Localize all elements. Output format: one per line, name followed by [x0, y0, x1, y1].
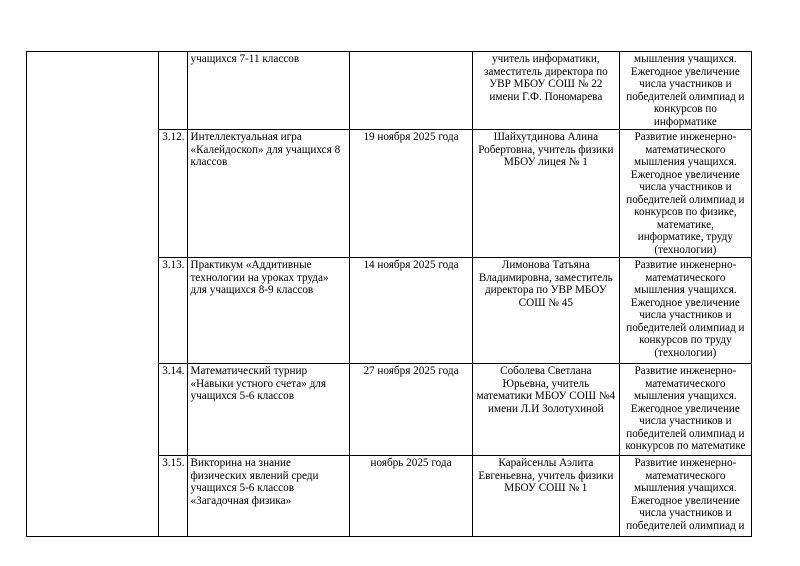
event-responsible: Соболева Светлана Юрьевна, учитель математики МБОУ СОШ №4 имени Л.И Золотухиной: [472, 364, 619, 456]
events-table: [26, 51, 752, 537]
event-result: Развитие инженерно-математического мышления учащихся. Ежегодное увеличение числа участников и победителей олимпиад и конкурсов по труду (технологии): [619, 258, 751, 364]
row-number: [159, 52, 187, 130]
row-number: 3.14.: [159, 364, 187, 456]
event-name: учащихся 7-11 классов: [187, 52, 350, 130]
event-name: Практикум «Аддитивные технологии на уроках труда» для учащихся 8-9 классов: [187, 258, 350, 364]
event-name: Интеллектуальная игра «Калейдоскоп» для учащихся 8 классов: [187, 130, 350, 258]
event-result: Развитие инженерно-математического мышления учащихся. Ежегодное увеличение числа участников и победителей олимпиад и: [619, 456, 751, 537]
event-responsible: Карайсенлы Аэлита Евгеньевна, учитель физики МБОУ СОШ № 1: [472, 456, 619, 537]
event-responsible: учитель информатики, заместитель директора по УВР МБОУ СОШ № 22 имени Г.Ф. Пономарева: [472, 52, 619, 130]
row-number: 3.12.: [159, 130, 187, 258]
event-result: Развитие инженерно-математического мышления учащихся. Ежегодное увеличение числа участников и победителей олимпиад и конкурсов по математике: [619, 364, 751, 456]
event-date: 27 ноября 2025 года: [350, 364, 473, 456]
event-result: Развитие инженерно-математического мышления учащихся. Ежегодное увеличение числа участников и победителей олимпиад и конкурсов по физике, математике, информатике, труду (технологии): [619, 130, 751, 258]
event-name: Математический турнир «Навыки устного счета» для учащихся 5-6 классов: [187, 364, 350, 456]
row-number: 3.13.: [159, 258, 187, 364]
row-number: 3.15.: [159, 456, 187, 537]
event-date: [350, 52, 473, 130]
event-result: мышления учащихся. Ежегодное увеличение числа участников и победителей олимпиад и конкурсов по информатике: [619, 52, 751, 130]
event-date: 19 ноября 2025 года: [350, 130, 473, 258]
event-date: 14 ноября 2025 года: [350, 258, 473, 364]
event-date: ноябрь 2025 года: [350, 456, 473, 537]
table-row: [27, 52, 752, 130]
event-responsible: Шайхутдинова Алина Робертовна, учитель физики МБОУ лицея № 1: [472, 130, 619, 258]
merged-section-cell: [27, 52, 159, 537]
event-responsible: Лимонова Татьяна Владимировна, заместитель директора по УВР МБОУ СОШ № 45: [472, 258, 619, 364]
event-name: Викторина на знание физических явлений среди учащихся 5-6 классов «Загадочная физика»: [187, 456, 350, 537]
